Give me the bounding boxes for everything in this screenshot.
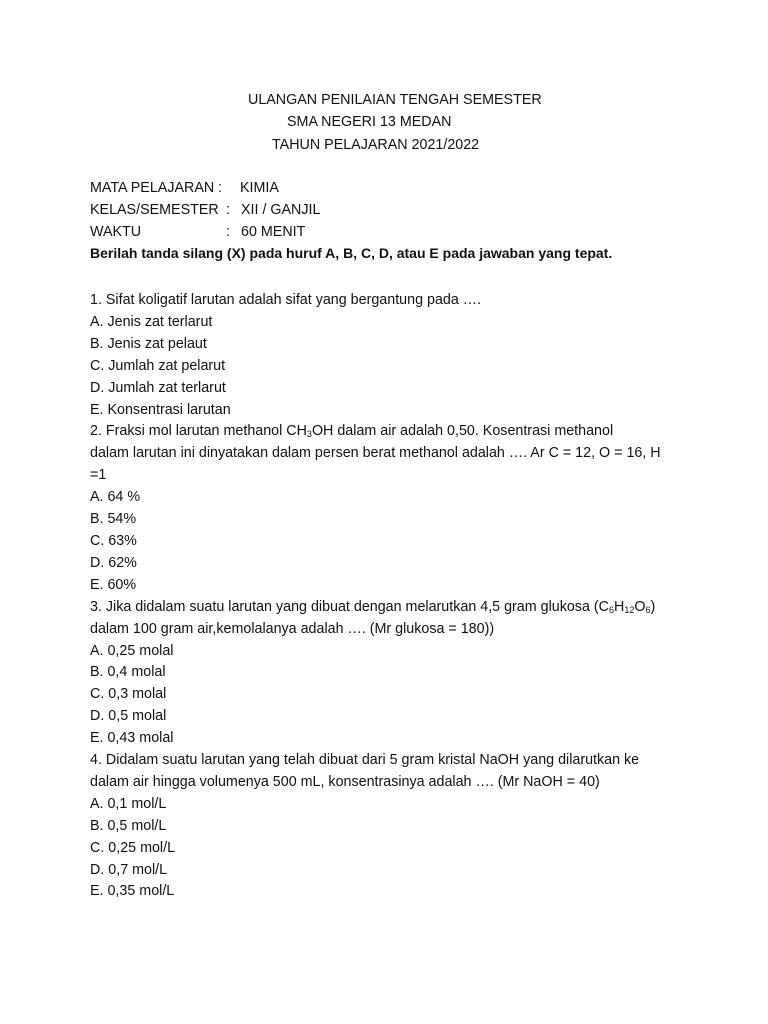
subject-label: MATA PELAJARAN: [90, 180, 215, 196]
exam-title: ULANGAN PENILAIAN TENGAH SEMESTER: [248, 92, 542, 108]
option-c: C. 0,3 molal: [90, 686, 167, 703]
question-text-part: 3. Jika didalam suatu larutan yang dibuat dengan melarutkan 4,5 gram glukosa (C: [90, 598, 609, 615]
option-e: E. 60%: [90, 576, 137, 593]
option-b: B. Jenis zat pelaut: [90, 335, 207, 352]
question-list: [90, 290, 690, 903]
question-text-line: dalam 100 gram air,kemolalanya adalah …. (Mr glukosa = 180)): [90, 620, 495, 637]
question-text-part: O: [634, 598, 646, 615]
question-text-part: H: [613, 598, 625, 615]
school-name: SMA NEGERI 13 MEDAN: [287, 114, 452, 130]
option-e: E. 0,35 mol/L: [90, 883, 175, 900]
question-text: 1. Sifat koligatif larutan adalah sifat yang bergantung pada ….: [90, 292, 482, 308]
subscript: 12: [624, 604, 635, 615]
option-a: A. Jenis zat terlarut: [90, 313, 213, 330]
question-text: 4. Didalam suatu larutan yang telah dibuat dari 5 gram kristal NaOH yang dilarutkan ke: [90, 752, 640, 769]
question-text: [90, 421, 690, 443]
option-d: D. Jumlah zat terlarut: [90, 379, 226, 396]
question-text: [90, 597, 690, 619]
subject-value: KIMIA: [240, 180, 279, 196]
option-a: A. 64 %: [90, 489, 141, 506]
subscript: 6: [645, 604, 651, 615]
option-e: E. Konsentrasi larutan: [90, 401, 231, 418]
option-c: C. 0,25 mol/L: [90, 839, 176, 856]
question-1: [90, 290, 690, 421]
question-text-line: dalam air hingga volumenya 500 mL, konsentrasinya adalah …. (Mr NaOH = 40): [90, 773, 600, 790]
colon: :: [226, 202, 230, 218]
subscript: 3: [306, 429, 312, 440]
option-d: D. 0,7 mol/L: [90, 861, 168, 878]
subscript: 6: [608, 604, 614, 615]
question-3: [90, 597, 690, 750]
time-label: WAKTU: [90, 224, 142, 240]
option-e: E. 0,43 molal: [90, 730, 174, 747]
question-text-part: ): [650, 598, 656, 615]
question-text-line: =1: [90, 467, 107, 484]
option-a: A. 0,1 mol/L: [90, 795, 167, 812]
option-b: B. 0,4 molal: [90, 664, 166, 681]
colon: :: [226, 224, 230, 240]
option-c: C. 63%: [90, 532, 137, 549]
instruction-text: Berilah tanda silang (X) pada huruf A, B, C, D, atau E pada jawaban yang tepat.: [90, 245, 613, 261]
question-text-part: OH dalam air adalah 0,50. Kosentrasi methanol: [311, 423, 614, 440]
class-value: XII / GANJIL: [241, 202, 321, 218]
option-b: B. 54%: [90, 511, 137, 528]
question-text-line: dalam larutan ini dinyatakan dalam persen berat methanol adalah …. Ar C = 12, O = 16, H: [90, 445, 661, 462]
option-c: C. Jumlah zat pelarut: [90, 357, 226, 374]
colon: :: [218, 180, 222, 196]
option-a: A. 0,25 molal: [90, 642, 174, 659]
time-value: 60 MENIT: [241, 224, 306, 240]
option-d: D. 0,5 molal: [90, 708, 167, 725]
question-4: [90, 750, 690, 903]
academic-year: TAHUN PELAJARAN 2021/2022: [272, 137, 480, 153]
option-d: D. 62%: [90, 554, 137, 571]
question-2: [90, 421, 690, 596]
class-label: KELAS/SEMESTER: [90, 202, 219, 218]
question-text-part: 2. Fraksi mol larutan methanol CH: [90, 423, 307, 440]
option-b: B. 0,5 mol/L: [90, 817, 167, 834]
